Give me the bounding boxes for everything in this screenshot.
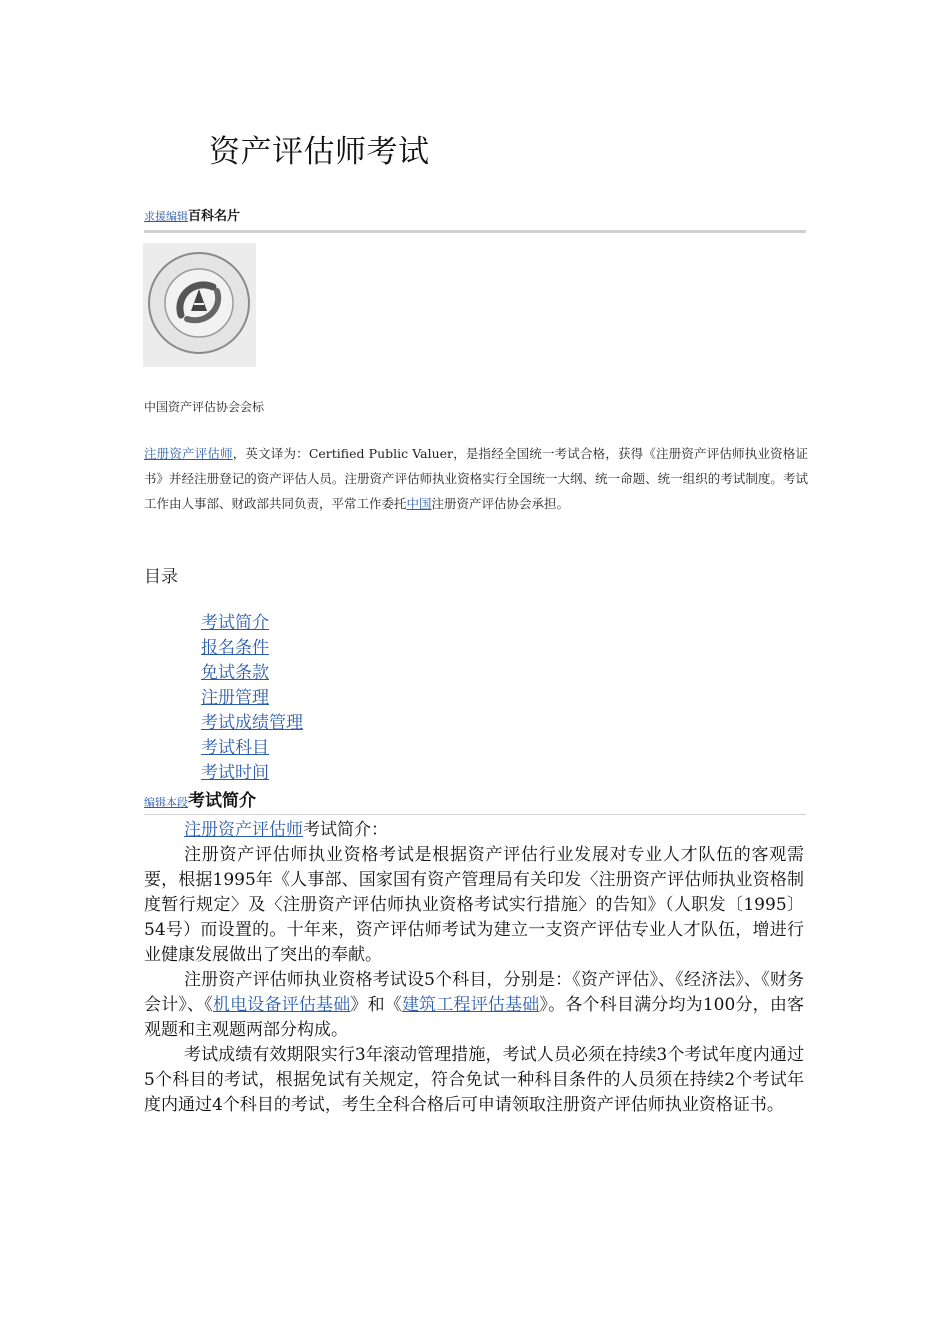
toc-item [201, 611, 303, 636]
logo-caption: 中国资产评估协会会标 [144, 400, 265, 414]
toc-item [201, 736, 303, 761]
body-paragraph [144, 818, 804, 843]
toc-item [201, 636, 303, 661]
toc-link-score-management[interactable]: 考试成绩管理 [201, 713, 303, 733]
toc-item [201, 711, 303, 736]
body-text: 注册资产评估师执业资格考试设5个科目，分别是：《资产评估》、《经济法》、《财务会计》、《 [144, 970, 804, 1015]
intro-text-1: ，英文译为：Certified Public Valuer，是指经全国统一考试合格，获得《注册资产评估师执业资格证书》并经注册登记的资产评估人员。注册资产评估师执业资格实行全国统一大纲、统一命题、统一组织的考试制度。考试工作由人事部、财政部共同负责，平常工作委托 [144, 446, 808, 511]
intro-text-2: 注册资产评估协会承担。 [431, 496, 570, 511]
intro-link-china[interactable]: 中国 [406, 496, 432, 511]
association-logo [143, 243, 256, 367]
toc-link-exemption[interactable]: 免试条款 [201, 663, 269, 683]
toc-link-registration-conditions[interactable]: 报名条件 [201, 638, 269, 658]
section-edit-link[interactable]: 编辑本段 [144, 796, 188, 809]
body-paragraph [144, 968, 804, 1043]
body-paragraph: 注册资产评估师执业资格考试是根据资产评估行业发展对专业人才队伍的客观需要，根据1995年《人事部、国家国有资产管理局有关印发〈注册资产评估师执业资格制度暂行规定〉及〈注册资产评估师执业资格考试实行措施〉的告知》（人职发〔1995〕54号）而设置的。十年来，资产评估师考试为建立一支资产评估专业人才队伍，增进行业健康发展做出了突出的奉献。 [144, 845, 804, 965]
toc-heading: 目录 [144, 567, 178, 587]
toc-link-subjects[interactable]: 考试科目 [201, 738, 269, 758]
toc-link-registration-management[interactable]: 注册管理 [201, 688, 269, 708]
association-logo-emblem [143, 243, 256, 367]
card-title: 百科名片 [188, 209, 241, 224]
toc-link-intro[interactable]: 考试简介 [201, 613, 269, 633]
body-paragraph: 考试成绩有效期限实行3年滚动管理措施，考试人员必须在持续3个考试年度内通过5个科目的考试，根据免试有关规定，符合免试一种科目条件的人员须在持续2个考试年度内通过4个科目的考试，考生全科合格后可申请领取注册资产评估师执业资格证书。 [144, 1045, 804, 1115]
section-title: 考试简介 [188, 791, 256, 811]
toc-list [201, 611, 303, 786]
body-text: 》。各个科目满分均为100分，由客观题和主观题两部分构成。 [144, 995, 805, 1040]
page-title: 资产评估师考试 [209, 134, 430, 170]
card-header [144, 205, 806, 233]
toc-link-exam-time[interactable]: 考试时间 [201, 763, 269, 783]
body-link-cpv[interactable]: 注册资产评估师 [184, 820, 303, 840]
toc-item [201, 686, 303, 711]
body-text: 考试简介： [303, 820, 388, 840]
section-body [144, 818, 804, 1118]
intro-paragraph [144, 441, 808, 516]
toc-item [201, 761, 303, 786]
intro-link-cpv[interactable]: 注册资产评估师 [144, 446, 233, 461]
help-edit-link[interactable]: 求援编辑 [144, 210, 188, 223]
body-link-mechanical-equipment[interactable]: 机电设备评估基础 [212, 995, 351, 1015]
toc-item [201, 661, 303, 686]
body-link-construction[interactable]: 建筑工程评估基础 [401, 995, 540, 1015]
section-header [144, 786, 806, 815]
body-text: 》和《 [350, 995, 402, 1015]
